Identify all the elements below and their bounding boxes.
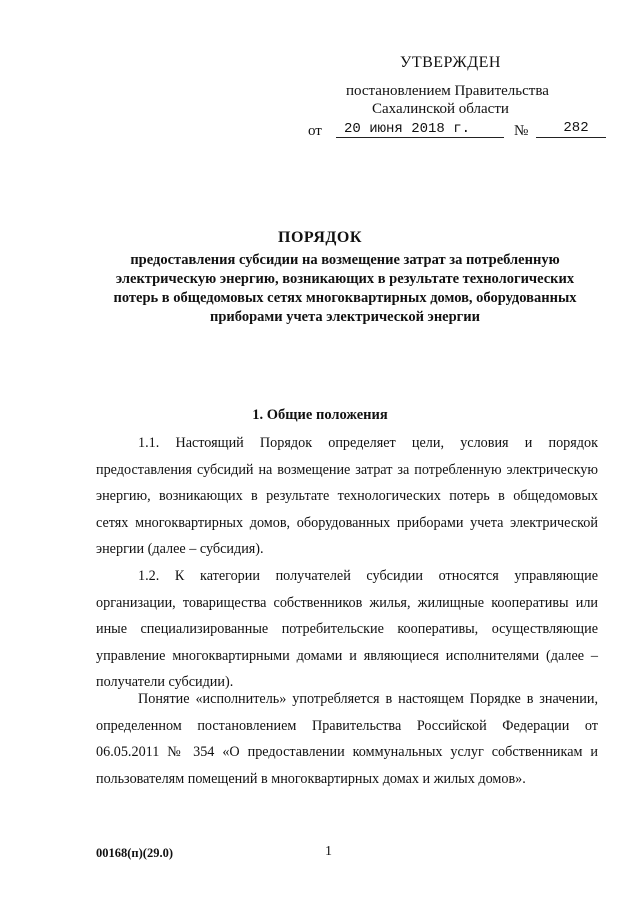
page-mark: 1	[325, 844, 332, 859]
document-title: ПОРЯДОК	[278, 229, 362, 246]
approved-label: УТВЕРЖДЕН	[400, 54, 501, 71]
number-prefix: №	[514, 123, 529, 139]
region-label: Сахалинской области	[372, 101, 509, 117]
number-value: 282	[536, 120, 606, 138]
paragraph-text: 1.2. К категории получателей субсидии относятся управляющие организации, товарищества собственников жилья, жилищные кооперативы или иные специализированные потребительские кооперативы, осуществляющие управление многоквартирными домами и являющиеся исполнителями (далее – получатели субсидии).	[96, 568, 598, 690]
date-value: 20 июня 2018 г.	[336, 120, 504, 138]
date-prefix: от	[308, 123, 322, 139]
paragraph-text: 1.1. Настоящий Порядок определяет цели, условия и порядок предоставления субсидий на возмещение затрат за потребленную электрическую энергию, возникающих в результате технологических потерь в общедомовых сетях многоквартирных домов, оборудованных приборами учета электрической энергии (далее – субсидия).	[96, 435, 598, 557]
footer-code: 00168(п)(29.0)	[96, 846, 173, 860]
section-heading: 1. Общие положения	[252, 407, 388, 423]
document-subtitle: предоставления субсидии на возмещение затрат за потребленную электрическую энергию, возникающих в результате технологических потерь в общедомовых сетях многоквартирных домов, оборудованных приборами учета электрической энергии	[113, 252, 577, 325]
paragraph-definition	[96, 686, 598, 792]
resolution-label: постановлением Правительства	[346, 83, 549, 99]
paragraph-text: Понятие «исполнитель» употребляется в настоящем Порядке в значении, определенном постановлением Правительства Российской Федерации от 06.05.2011 № 354 «О предоставлении коммунальных услуг собственникам и пользователям помещений в многоквартирных домах и жилых домов».	[96, 691, 598, 787]
date-number-line	[308, 120, 608, 142]
paragraph-1-2	[96, 563, 598, 696]
paragraph-1-1	[96, 430, 598, 563]
